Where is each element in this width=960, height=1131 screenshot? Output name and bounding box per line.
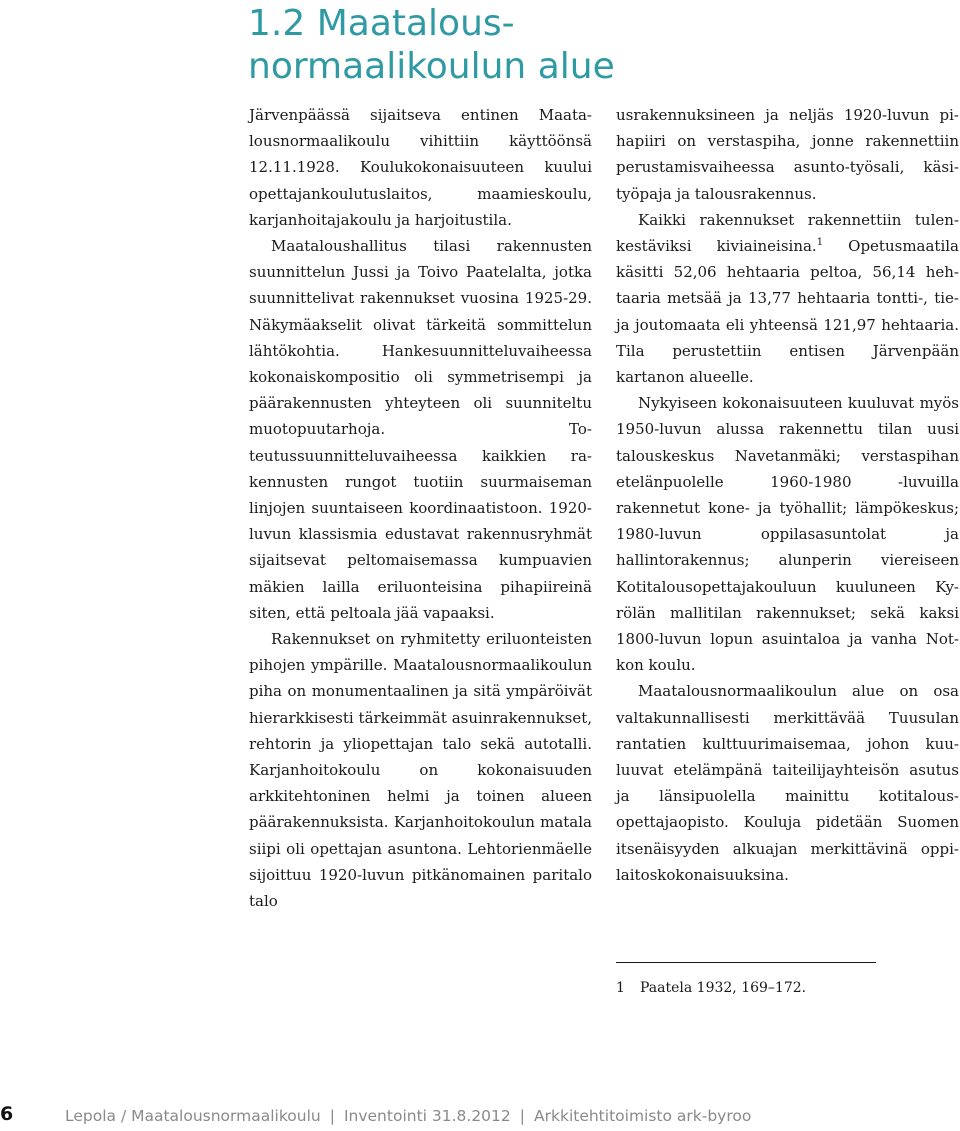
left-paragraph-2: Maataloushallitus tilasi rakennusten suunnittelun Jussi ja Toivo Paatelalta, jotka suunnittelivat rakennukset vuosina 1925-29. Näkymäakselit olivat tärkeitä sommittelun lähtökohtia. Hankesuunnitteluvaiheessa kokonaiskompositio oli symmetrisempi ja päärakennusten yhteyteen oli suunniteltu muotopuutarhoja. Toteutussuunnitteluvaiheessa kaikkien rakennusten rungot tuotiin suurmaiseman linjojen suuntaiseen koordinaatistoon. 1920-luvun klassismia edustavat rakennusryhmät sijaitsevat peltomaisemassa kumpuavien mäkien lailla eriluonteisina pihapiireinä siten, että peltoala jää vapaaksi. <box>249 237 592 622</box>
right-paragraph-2-end: Opetusmaatila käsitti 52,06 hehtaaria peltoa, 56,14 hehtaaria metsää ja 13,77 hehtaaria tontti-, tie- ja joutomaata eli yhteensä 121,97 hehtaaria. Tila perustettiin entisen Järvenpään kartanon alueelle. <box>616 237 959 387</box>
heading-line-1: 1.2 Maatalous- <box>248 3 515 44</box>
footer-office: Arkkitehtitoimisto ark-byroo <box>534 1107 752 1125</box>
right-paragraph-4: Maatalousnormaalikoulun alue on osa valtakunnallisesti merkittävää Tuusulan rantatien kulttuurimaisemaa, johon kuuluuvat etelämpänä taiteilijayhteisön asutus ja länsipuolella mainittu kotitalousopettajaopisto. Kouluja pidetään Suomen itsenäisyyden alkuajan merkittävinä oppilaitoskokonaisuuksina. <box>616 682 959 884</box>
right-text-column <box>616 102 959 888</box>
heading-line-2: normaalikoulun alue <box>248 46 615 87</box>
footnote-number: 1 <box>616 980 625 996</box>
footer-date: Inventointi 31.8.2012 <box>343 1107 511 1125</box>
page-footer <box>65 1106 751 1126</box>
footer-separator: | <box>519 1107 526 1125</box>
left-text-column <box>249 102 592 914</box>
footnote-divider <box>616 962 876 963</box>
page-number: 6 <box>0 1103 14 1125</box>
right-paragraph-3: Nykyiseen kokonaisuuteen kuuluvat myös 1950-luvun alussa rakennettu tilan uusi talouskeskus Navetanmäki; verstaspihan etelänpuolelle 1960-1980 -luvuilla rakennetut kone- ja työhallit; lämpökeskus; 1980-luvun oppilasasuntolat ja hallintorakennus; alunperin viereiseen Kotitalousopettajakouluun kuuluneen Kyrölän mallitilan rakennukset; sekä kaksi 1800-luvun lopun asuintaloa ja vanha Notkon koulu. <box>616 394 959 675</box>
footnote-reference[interactable]: 1 <box>816 237 824 249</box>
right-paragraph-2 <box>616 207 959 390</box>
right-paragraph-2-start: Kaikki rakennukset rakennettiin tulenkestäviksi kiviaineisina. <box>616 210 959 256</box>
footnote <box>616 978 806 998</box>
footnote-text: Paatela 1932, 169–172. <box>640 980 807 996</box>
footer-separator: | <box>329 1107 335 1125</box>
section-heading <box>248 2 768 88</box>
left-paragraph-3: Rakennukset on ryhmitetty eriluonteisten pihojen ympärille. Maatalousnormaalikoulun piha on monumentaalinen ja sitä ympäröivät hierarkkisesti tärkeimmät asuinrakennukset, rehtorin ja yliopettajan talo sekä autotalli. Karjanhoitokoulu on kokonaisuuden arkkitehtoninen helmi ja toinen alueen päärakennuksista. Karjanhoitokoulun matala siipi oli opettajan asuntona. Lehtorienmäelle sijoittuu 1920-luvun pitkänomainen paritalo talo <box>249 630 592 911</box>
left-paragraph-1: Järvenpäässä sijaitseva entinen Maatalousnormaalikoulu vihittiin käyttöönsä 12.11.1928. Koulukokonaisuuteen kuului opettajankoulutuslaitos, maamieskoulu, karjanhoitajakoulu ja harjoitustila. <box>249 106 592 229</box>
footer-document-title: Lepola / Maatalousnormaalikoulu <box>65 1107 321 1125</box>
right-paragraph-1: usrakennuksineen ja neljäs 1920-luvun pihapiiri on verstaspiha, jonne rakennettiin perustamisvaiheessa asunto-työsali, käsityöpaja ja talousrakennus. <box>616 106 959 203</box>
